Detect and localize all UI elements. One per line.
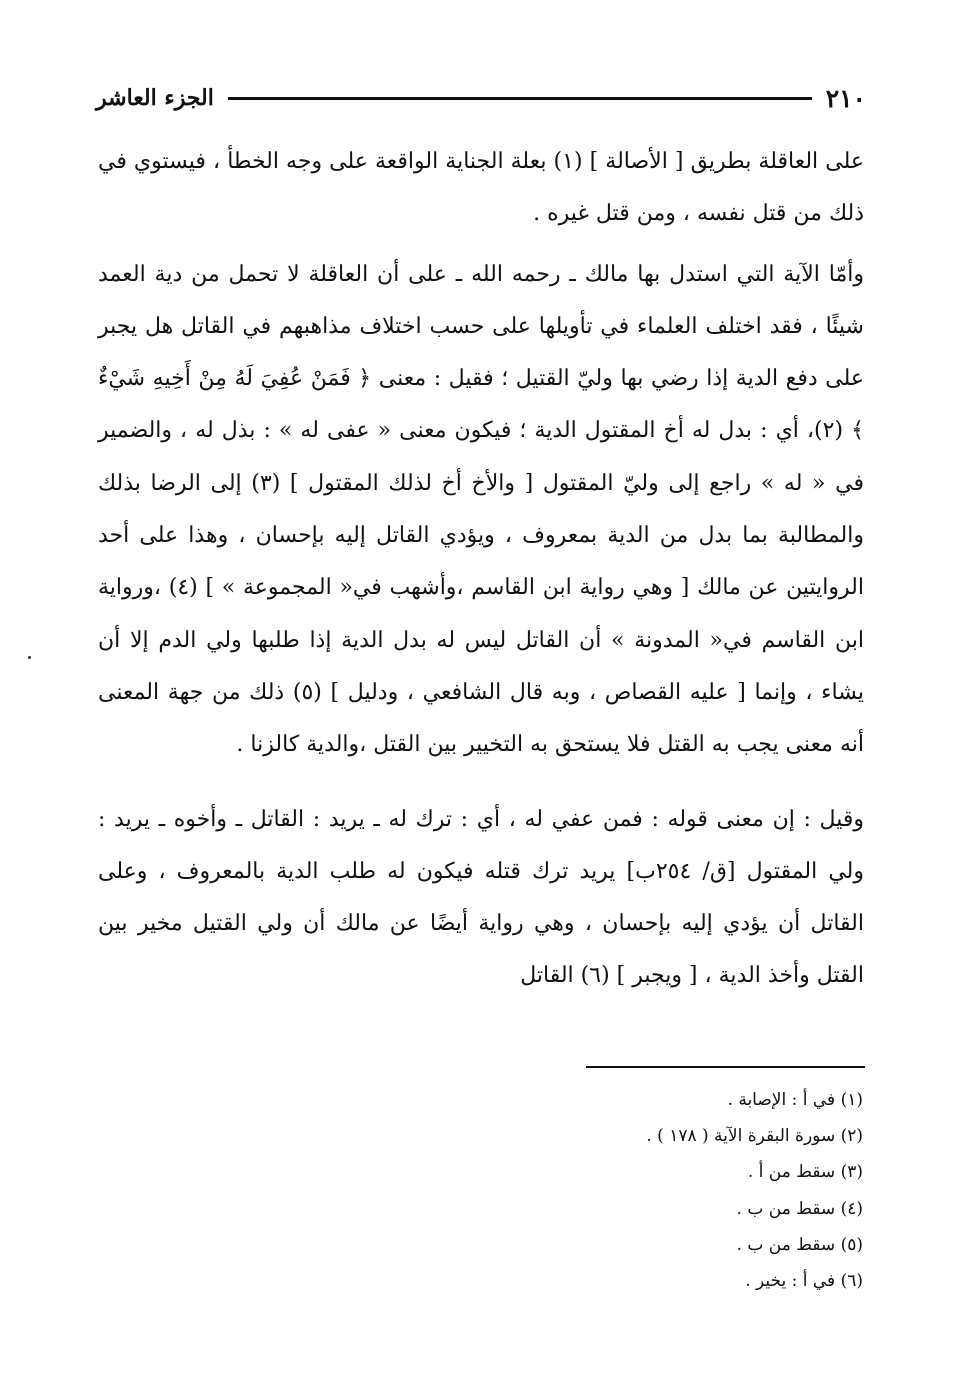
footnote-separator bbox=[586, 1066, 865, 1068]
footnote: (٤) سقط من ب . bbox=[736, 1198, 863, 1219]
footnote: (٥) سقط من ب . bbox=[736, 1234, 863, 1255]
page-number: ٢١٠ bbox=[825, 83, 866, 113]
paragraph: وأمّا الآية التي استدل بها مالك ـ رحمه الله ـ على أن العاقلة لا تحمل من دية العمد شيئًا ، فقد اختلف العلماء في تأويلها على حسب اختلاف مذاهبهم في القاتل هل يجبر على دفع الدية إذا رضي بها وليّ القتيل ؛ فقيل : معنى ﴿ فَمَنْ عُفِيَ لَهُ مِنْ أَخِيهِ شَيْءٌ ﴾ (٢)، أي : بدل له أخ المقتول الدية ؛ فيكون معنى « عفى له » : بذل له ، والضمير في « له » راجع إلى وليّ المقتول [ والأخ أخ لذلك المقتول ] (٣) إلى الرضا بذلك والمطالبة بما بدل من الدية بمعروف ، ويؤدي القاتل إليه بإحسان ، وهذا على أحد الروايتين عن مالك [ وهي رواية ابن القاسم ،وأشهب في« المجموعة » ] (٤) ،ورواية ابن القاسم في« المدونة » أن القاتل ليس له بدل الدية إذا طلبها ولي الدم إلا أن يشاء ، وإنما [ عليه القصاص ، وبه قال الشافعي ، ودليل ] (٥) ذلك من جهة المعنى أنه معنى يجب به القتل فلا يستحق به التخيير بين القتل ،والدية كالزنا . bbox=[98, 261, 865, 758]
header-rule bbox=[228, 97, 812, 100]
paragraph: على العاقلة بطريق [ الأصالة ] (١) بعلة الجناية الواقعة على وجه الخطأ ، فيستوي في ذلك من قتل نفسه ، ومن قتل غيره . bbox=[98, 149, 864, 227]
footnotes-list bbox=[363, 1082, 863, 1299]
footnote: (٢) سورة البقرة الآية ( ١٧٨ ) . bbox=[646, 1126, 863, 1147]
running-title: الجزء العاشر bbox=[96, 85, 214, 111]
footnote: (٦) في أ : يخير . bbox=[745, 1271, 863, 1292]
footnote: (١) في أ : الإصابة . bbox=[727, 1090, 863, 1110]
page-header bbox=[96, 78, 866, 118]
paragraph: وقيل : إن معنى قوله : فمن عفي له ، أي : ترك له ـ يريد : القاتل ـ وأخوه ـ يريد : ولي المقتول [ق/ ٢٥٤ب] يريد ترك قتله فيكون له طلب الدية بالمعروف ، وعلى القاتل أن يؤدي إليه بإحسان ، وهي رواية أيضًا عن مالك أن ولي القتيل مخير بين القتل وأخذ الدية ، [ ويجبر ] (٦) القاتل bbox=[98, 806, 864, 989]
scan-speck bbox=[28, 656, 31, 659]
footnote: (٣) سقط من أ . bbox=[747, 1162, 863, 1183]
main-text bbox=[98, 136, 864, 1003]
